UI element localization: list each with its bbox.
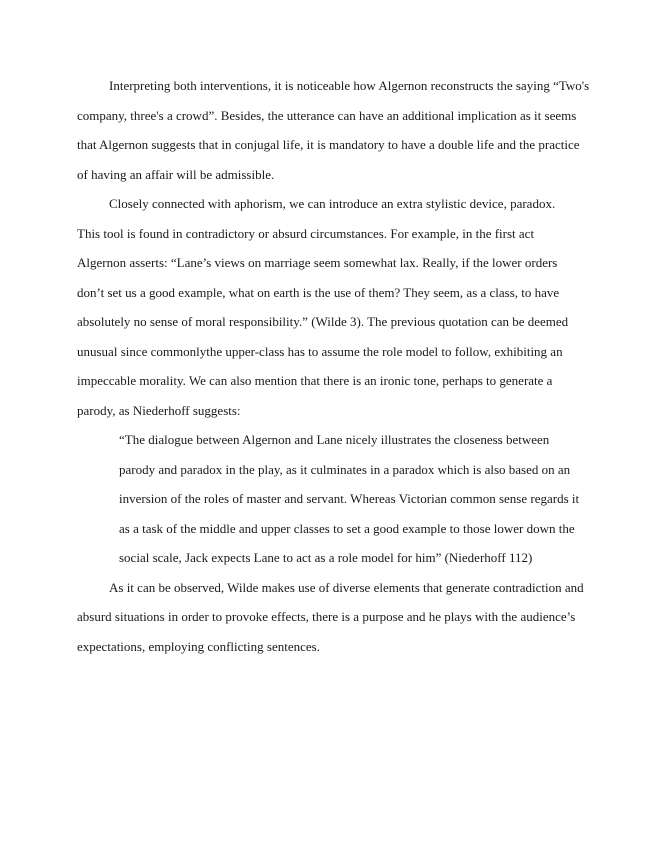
block-quote-line-2: parody and paradox in the play, as it culminates in a paradox which is also based on an — [119, 461, 571, 477]
block-quote-line-3: inversion of the roles of master and servant. Whereas Victorian common sense regards it — [119, 491, 580, 506]
block-quote-line-5: social scale, Jack expects Lane to act as a role model for him” (Niederhoff 112) — [119, 550, 533, 565]
paragraph-2-line-3: Algernon asserts: “Lane’s views on marriage seem somewhat lax. Really, if the lower orders — [77, 255, 558, 270]
paragraph-2-line-5: absolutely no sense of moral responsibility.” (Wilde 3). The previous quotation can be deemed — [77, 314, 569, 329]
paragraph-3-line-1: As it can be observed, Wilde makes use of diverse elements that generate contradiction and — [109, 579, 584, 595]
block-quote-line-4: as a task of the middle and upper classes to set a good example to those lower down the — [119, 520, 575, 536]
paragraph-2-line-1: Closely connected with aphorism, we can introduce an extra stylistic device, paradox. — [109, 196, 556, 211]
paragraph-2-line-4: don’t set us a good example, what on earth is the use of them? They seem, as a class, to have — [77, 284, 560, 300]
paragraph-1-line-2: company, three's a crowd”. Besides, the utterance can have an additional implication as it seems — [77, 107, 577, 123]
essay-text — [77, 71, 590, 661]
paragraph-1-line-4: of having an affair will be admissible. — [77, 166, 275, 182]
paragraph-3-line-3: expectations, employing conflicting sentences. — [77, 638, 320, 654]
paragraph-2-line-2: This tool is found in contradictory or absurd circumstances. For example, in the first act — [77, 225, 535, 241]
paragraph-3-line-2: absurd situations in order to provoke effects, there is a purpose and he plays with the audience’s — [77, 609, 576, 624]
paragraph-1-line-3: that Algernon suggests that in conjugal life, it is mandatory to have a double life and the practice — [77, 137, 580, 152]
paragraph-1-line-1: Interpreting both interventions, it is noticeable how Algernon reconstructs the saying “Two's — [109, 78, 590, 93]
paragraph-2-line-7: impeccable morality. We can also mention that there is an ironic tone, perhaps to generate a — [77, 373, 553, 388]
paragraph-2-line-8: parody, as Niederhoff suggests: — [77, 402, 241, 418]
block-quote-line-1: “The dialogue between Algernon and Lane nicely illustrates the closeness between — [119, 432, 550, 447]
paragraph-2-line-6: unusual since commonlythe upper-class has to assume the role model to follow, exhibiting an — [77, 343, 563, 359]
